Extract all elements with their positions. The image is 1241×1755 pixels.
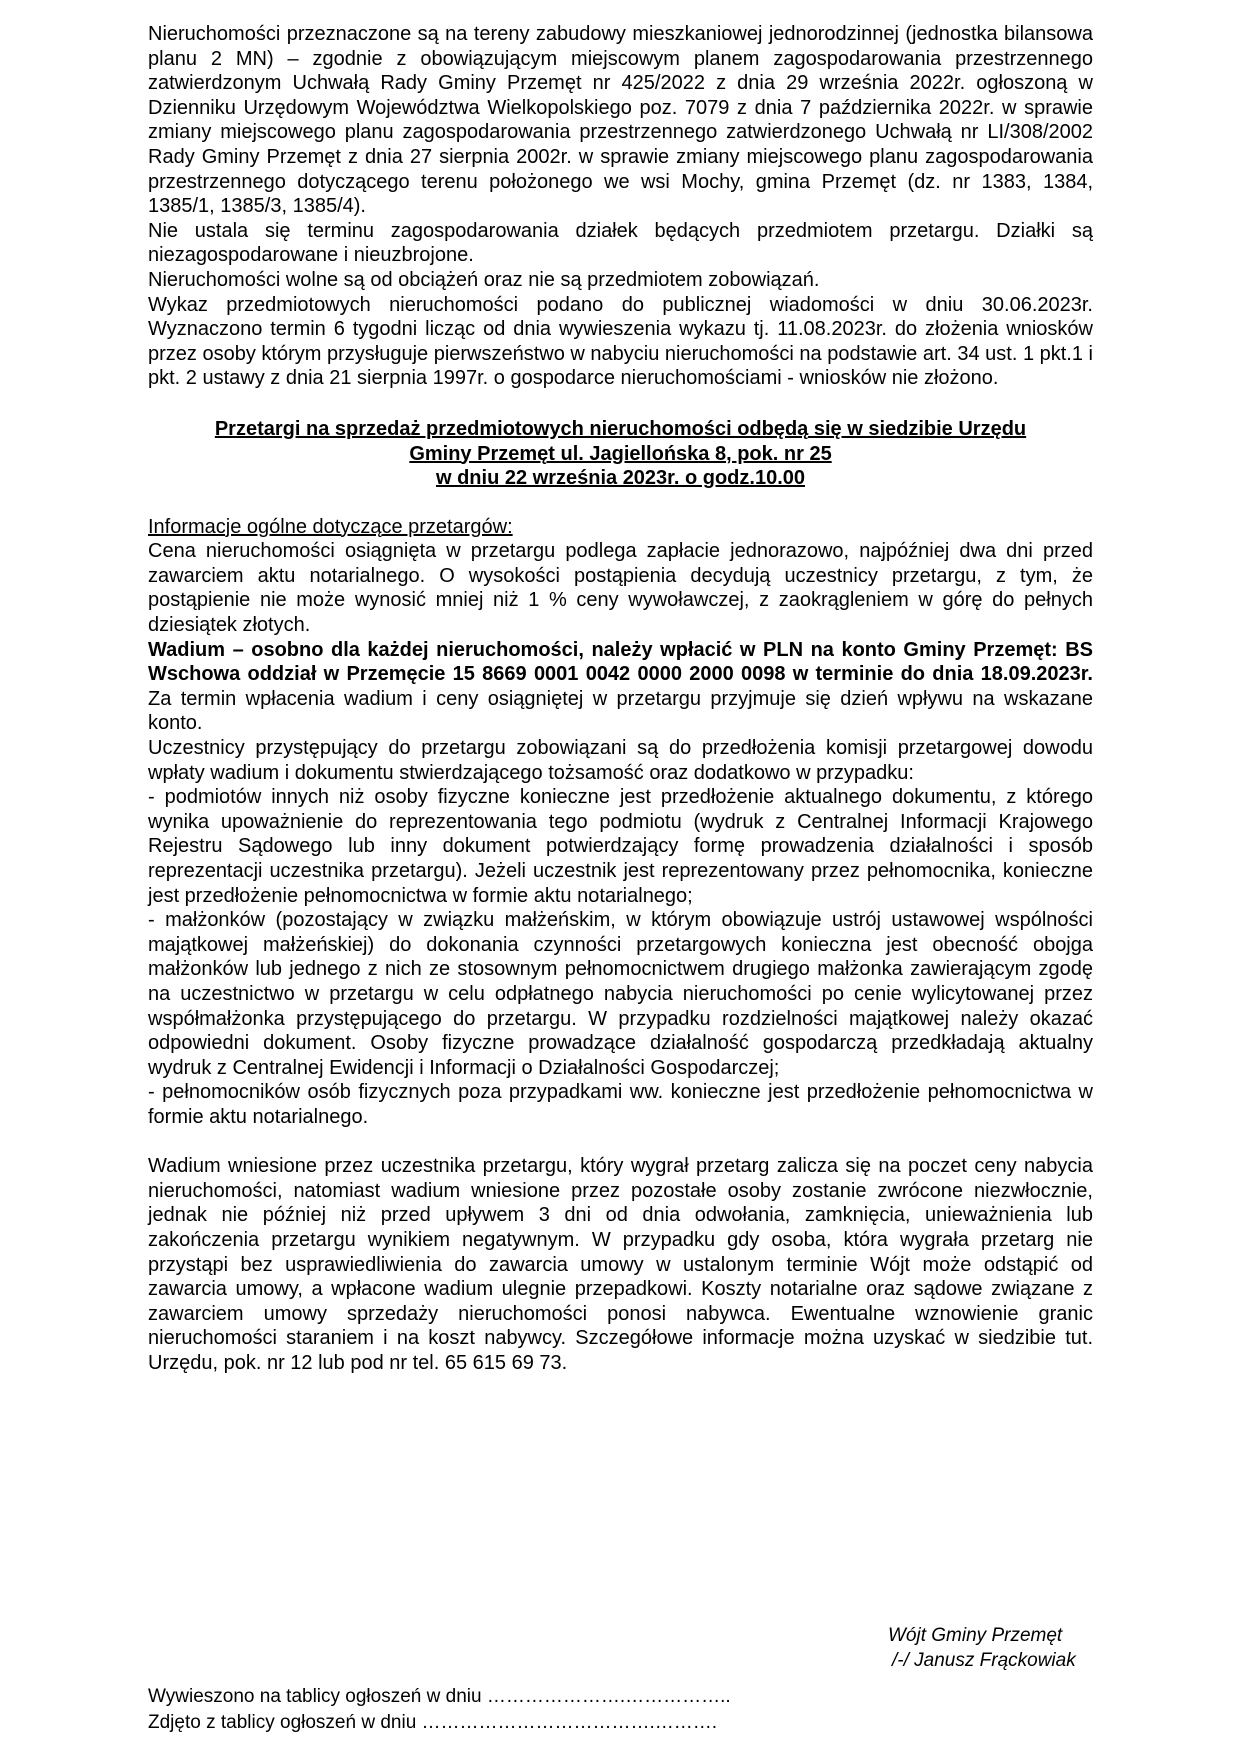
signature-block [888,1623,1076,1673]
auction-heading-line-2: Gminy Przemęt ul. Jagiellońska 8, pok. nr 25 [409,442,832,465]
encumbrance-paragraph: Nieruchomości wolne są od obciążeń oraz nie są przedmiotem zobowiązań. [148,268,820,291]
auction-heading-line-3: w dniu 22 września 2023r. o godz.10.00 [435,467,806,490]
signature-name: /-/ Janusz Frąckowiak [892,1650,1076,1671]
wadium-rest-text: Za termin wpłacenia wadium i ceny osiągniętej w przetargu przyjmuje się dzień wpływu na wskazane konto. [148,687,1093,735]
document-body [148,22,1093,1375]
requirement-item-spouses: - małżonków (pozostający w związku małżeńskim, w którym obowiązuje ustrój ustawowej wspólności majątkowej małżeńskiej) do dokonania czynności przetargowych konieczna jest obecność obojga małżonków lub jednego z nich ze stosownym pełnomocnictwem drugiego małżonka zawierającym zgodę na uczestnictwo w przetargu w celu odpłatnego nabycia nieruchomości po cenie wylicytowanej przez współmałżonka przystępującego do przetargu. W przypadku rozdzielności majątkowej należy okazać odpowiedni dokument. Osoby fizyczne prowadzące działalność gospodarczą przedkładają aktualny wydruk z Centralnej Ewidencji i Informacji o Działalności Gospodarczej; [148,909,1093,1079]
auction-heading [148,417,1093,491]
wadium-bold-text: Wadium – osobno dla każdej nieruchomości, należy wpłacić w PLN na konto Gminy Przemęt: BS Wschowa oddział w Przemęcie 15 8669 0001 0042 0000 2000 0098 w terminie do dnia 18.09.2023r. [148,638,1093,686]
wadium-paragraph [148,638,1093,736]
paragraph-gap [148,1130,1093,1155]
list-publication-paragraph: Wykaz przedmiotowych nieruchomości podano do publicznej wiadomości w dniu 30.06.2023r. Wyznaczono termin 6 tygodni licząc od dnia wywieszenia wykazu tj. 11.08.2023r. do złożenia wniosków przez osoby którym przysługuje pierwszeństwo w nabyciu nieruchomości na podstawie art. 34 ust. 1 pkt.1 i pkt. 2 ustawy z dnia 21 sierpnia 1997r. o gospodarce nieruchomościami - wniosków nie złożono. [148,293,1093,390]
signature-title: Wójt Gminy Przemęt [888,1625,1063,1646]
posting-footer [148,1684,731,1736]
general-info-title: Informacje ogólne dotyczące przetargów: [148,515,513,538]
final-provisions-paragraph: Wadium wniesione przez uczestnika przetargu, który wygrał przetarg zalicza się na poczet ceny nabycia nieruchomości, natomiast wadium wniesione przez pozostałe osoby zostanie zwrócone niezwłocznie, jednak nie później niż przed upływem 3 dni od dnia odwołania, zamknięcia, unieważnienia lub zakończenia przetargu wynikiem negatywnym. W przypadku gdy osoba, która wygrała przetarg nie przystąpi bez usprawiedliwienia do zawarcia umowy w ustalonym terminie Wójt może odstąpić od zawarcia umowy, a wpłacone wadium ulegnie przepadkowi. Koszty notarialne oraz sądowe związane z zawarciem umowy sprzedaży nieruchomości ponosi nabywca. Ewentualne wznowienie granic nieruchomości staraniem i na koszt nabywcy. Szczegółowe informacje można uzyskać w siedzibie tut. Urzędu, pok. nr 12 lub pod nr tel. 65 615 69 73. [148,1155,1093,1374]
posted-date-line: Wywieszono na tablicy ogłoszeń w dniu ………………….…………….. [148,1686,731,1707]
development-term-paragraph: Nie ustala się terminu zagospodarowania działek będących przedmiotem przetargu. Działki są niezagospodarowane i nieuzbrojone. [148,219,1093,267]
removed-date-line: Zdjęto z tablicy ogłoszeń w dniu ……………………………….………. [148,1712,718,1733]
auction-heading-line-1: Przetargi na sprzedaż przedmiotowych nieruchomości odbędą się w siedzibie Urzędu [214,417,1027,440]
requirement-item-proxies: - pełnomocników osób fizycznych poza przypadkami ww. konieczne jest przedłożenie pełnomocnictwa w formie aktu notarialnego. [148,1081,1093,1128]
price-paragraph: Cena nieruchomości osiągnięta w przetargu podlega zapłacie jednorazowo, najpóźniej dwa dni przed zawarciem aktu notarialnego. O wysokości postąpienia decydują uczestnicy przetargu, z tym, że postąpienie nie może wynosić mniej niż 1 % ceny wywoławczej, z zaokrągleniem w górę do pełnych dziesiątek złotych. [148,540,1093,637]
participants-paragraph: Uczestnicy przystępujący do przetargu zobowiązani są do przedłożenia komisji przetargowej dowodu wpłaty wadium i dokumentu stwierdzającego tożsamość oraz dodatkowo w przypadku: [148,737,1093,784]
zoning-paragraph: Nieruchomości przeznaczone są na tereny zabudowy mieszkaniowej jednorodzinnej (jednostka bilansowa planu 2 MN) – zgodnie z obowiązującym miejscowym planem zagospodarowania przestrzennego zatwierdzonym Uchwałą Rady Gminy Przemęt nr 425/2022 z dnia 29 września 2022r. ogłoszoną w Dzienniku Urzędowym Województwa Wielkopolskiego poz. 7079 z dnia 7 października 2022r. w sprawie zmiany miejscowego planu zagospodarowania przestrzennego zatwierdzonego Uchwałą nr LI/308/2002 Rady Gminy Przemęt z dnia 27 sierpnia 2002r. w sprawie zmiany miejscowego planu zagospodarowania przestrzennego dotyczącego terenu położonego we wsi Mochy, gmina Przemęt (dz. nr 1383, 1384, 1385/1, 1385/3, 1385/4). [148,23,1093,218]
requirement-item-entities: - podmiotów innych niż osoby fizyczne konieczne jest przedłożenie aktualnego dokumentu, z którego wynika upoważnienie do reprezentowania tego podmiotu (wydruk z Centralnej Informacji Krajowego Rejestru Sądowego lub inny dokument potwierdzający formę prowadzenia działalności i sposób reprezentacji uczestnika przetargu). Jeżeli uczestnik jest reprezentowany przez pełnomocnika, konieczne jest przedłożenie pełnomocnictwa w formie aktu notarialnego; [148,786,1093,907]
